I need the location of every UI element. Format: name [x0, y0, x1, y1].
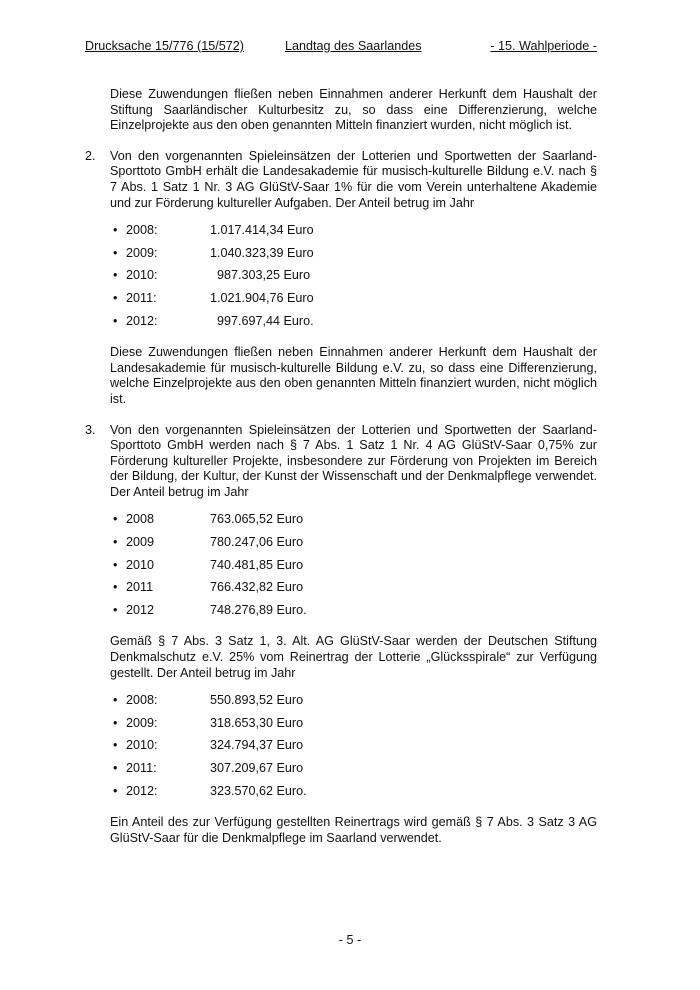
page-number: - 5 -	[338, 933, 362, 947]
page-content	[85, 87, 597, 846]
bullet-icon: •	[113, 223, 118, 238]
list-item: • 2009: 318.653,30 Euro	[113, 715, 304, 730]
list-item: • 2011 766.432,82 Euro	[113, 580, 304, 595]
list-item: • 2012 748.276,89 Euro.	[113, 602, 307, 617]
bullet-icon: •	[113, 738, 118, 753]
list-item: • 2010 740.481,85 Euro	[113, 557, 304, 572]
item-2-amount-list	[85, 223, 597, 336]
list-item: • 2008: 550.893,52 Euro	[113, 693, 304, 708]
bullet-icon: •	[113, 245, 118, 260]
header-parliament: Landtag des Saarlandes	[285, 39, 422, 53]
item-2-number: 2.	[85, 148, 96, 163]
bullet-icon: •	[113, 783, 118, 798]
bullet-icon: •	[113, 761, 118, 775]
intro-paragraph: Diese Zuwendungen fließen neben Einnahmen anderer Herkunft dem Haushalt der Stiftung Saarländischer Kulturbesitz zu, so dass eine Differenzierung, welche Einzelprojekte aus den oben genannten Mitteln finanziert wurden, nicht möglich ist.	[110, 87, 597, 133]
denkmalschutz-amount-list	[85, 693, 597, 806]
item-2	[85, 149, 597, 211]
list-item: • 2009: 1.040.323,39 Euro	[113, 245, 314, 260]
header-document-number: Drucksache 15/776 (15/572)	[85, 39, 244, 53]
list-item: • 2008: 1.017.414,34 Euro	[113, 223, 314, 238]
item-3-number: 3.	[85, 422, 96, 437]
item-3-amount-list	[85, 512, 597, 625]
list-item: • 2009 780.247,06 Euro	[113, 535, 304, 550]
list-item: • 2010: 987.303,25 Euro	[113, 268, 311, 283]
bullet-icon: •	[113, 290, 118, 305]
bullet-icon: •	[113, 268, 118, 283]
item-3	[85, 423, 597, 501]
list-item: • 2011: 1.021.904,76 Euro	[113, 290, 314, 305]
list-item: • 2012: 323.570,62 Euro.	[113, 783, 307, 798]
list-item: • 2012: 997.697,44 Euro.	[113, 313, 314, 328]
bullet-icon: •	[113, 715, 118, 730]
bullet-icon: •	[113, 580, 118, 595]
bullet-icon: •	[113, 535, 118, 550]
list-item: • 2008 763.065,52 Euro	[113, 512, 304, 527]
bullet-icon: •	[113, 512, 118, 527]
list-item: • 2010: 324.794,37 Euro	[113, 738, 304, 753]
bullet-icon: •	[113, 557, 118, 572]
item-2-after-paragraph: Diese Zuwendungen fließen neben Einnahmen anderer Herkunft dem Haushalt der Landesakademie für musisch-kulturelle Bildung e.V. zu, so dass eine Differenzierung, welche Einzelprojekte aus den oben genannten Mitteln finanziert wurden, nicht möglich ist.	[110, 345, 597, 406]
bullet-icon: •	[113, 602, 118, 617]
item-3-after-paragraph: Gemäß § 7 Abs. 3 Satz 1, 3. Alt. AG GlüStV-Saar werden der Deutschen Stiftung Denkmalschutz e.V. 25% vom Reinertrag der Lotterie „Glücksspirale“ zur Verfügung gestellt. Der Anteil betrug im Jahr	[110, 634, 597, 680]
item-2-text: Von den vorgenannten Spieleinsätzen der Lotterien und Sportwetten der Saarland-Sporttoto GmbH erhält die Landesakademie für musisch-kulturelle Bildung e.V. nach § 7 Abs. 1 Satz 1 Nr. 3 AG GlüStV-Saar 1% für die vom Verein unterhaltene Akademie und zur Förderung kultureller Aufgaben. Der Anteil betrug im Jahr	[110, 148, 597, 210]
header-period: - 15. Wahlperiode -	[490, 39, 597, 53]
item-3-text: Von den vorgenannten Spieleinsätzen der Lotterien und Sportwetten der Saarland-Sporttoto GmbH werden nach § 7 Abs. 1 Satz 1 Nr. 4 AG GlüStV-Saar 0,75% zur Förderung kultureller Projekte, insbesondere zur Förderung von Projekten im Bereich der Bildung, der Kultur, der Kunst der Wissenschaft und der Denkmalpflege verwendet. Der Anteil betrug im Jahr	[110, 422, 597, 499]
bullet-icon: •	[113, 313, 118, 328]
bullet-icon: •	[113, 693, 118, 708]
list-item: • 2011: 307.209,67 Euro	[113, 761, 304, 775]
closing-paragraph: Ein Anteil des zur Verfügung gestellten Reinertrags wird gemäß § 7 Abs. 3 Satz 3 AG GlüStV-Saar für die Denkmalpflege im Saarland verwendet.	[110, 815, 597, 845]
